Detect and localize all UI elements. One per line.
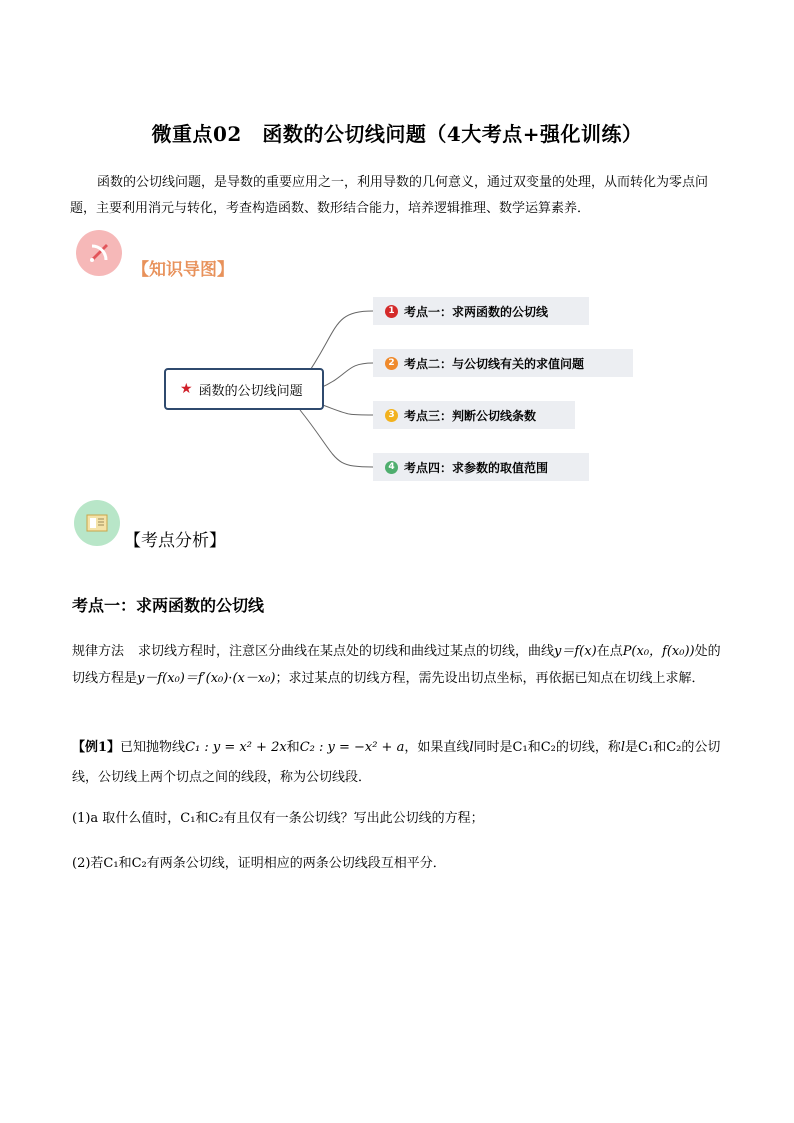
formula: C₂ : y = −x² + a: [299, 740, 405, 755]
mindmap-node-2: [373, 349, 633, 377]
example-text: ，如果直线: [404, 740, 470, 755]
method-tag: 规律方法: [72, 644, 125, 659]
mindmap-root-label: 函数的公切线问题: [198, 383, 303, 399]
mindmap-node-label: 考点四：求参数的取值范围: [404, 460, 549, 475]
example-text: 和: [286, 740, 300, 755]
mindmap-node-4: [373, 453, 589, 481]
formula: l: [620, 740, 626, 755]
formula: C₁ : y = x² + 2x: [185, 740, 287, 755]
mindmap-node-1: [373, 297, 589, 325]
page-title: 微重点02 函数的公切线问题（4大考点+强化训练）: [151, 122, 643, 146]
method-text: 求切线方程时，注意区分曲线在某点处的切线和曲线过某点的切线，曲线: [138, 644, 555, 659]
question-2: [72, 850, 724, 877]
node-number-badge: 3: [385, 409, 398, 422]
method-paragraph: [72, 638, 724, 692]
mindmap-node-label: 考点一：求两函数的公切线: [404, 304, 549, 319]
compass-ruler-icon: [76, 230, 122, 276]
method-text: 在点: [596, 644, 623, 659]
node-number-badge: 1: [385, 305, 398, 318]
example-label: 【例1】: [72, 740, 121, 755]
intro-paragraph: 函数的公切线问题，是导数的重要应用之一，利用导数的几何意义，通过双变量的处理，从而转化为零点问题，主要利用消元与转化，考查构造函数、数形结合能力，培养逻辑推理、数学运算素养．: [70, 175, 709, 216]
node-number-badge: 2: [385, 357, 398, 370]
formula: y＝f(x): [554, 644, 597, 659]
node-number-badge: 4: [385, 461, 398, 474]
question-text: a 取什么值时，C₁和C₂有且仅有一条公切线？写出此公切线的方程；: [90, 811, 484, 826]
example-text: 已知抛物线: [120, 740, 186, 755]
formula: y－f(x₀)＝f′(x₀)·(x－x₀): [137, 671, 276, 686]
document-icon: [74, 500, 120, 546]
question-number: (2): [72, 856, 91, 871]
example-text: 同时是C₁和C₂的切线，称: [473, 740, 621, 755]
mindmap-root: [164, 368, 324, 410]
question-1: [72, 805, 724, 832]
knowledge-map-heading: 【知识导图】: [132, 260, 234, 280]
method-text: ；求过某点的切线方程，需先设出切点坐标，再依据已知点在切线上求解．: [275, 671, 705, 686]
mindmap-node-3: [373, 401, 575, 429]
formula: l: [469, 740, 474, 755]
section1-title: 考点一：求两函数的公切线: [72, 596, 265, 615]
formula: P(x₀，f(x₀)): [622, 644, 695, 659]
star-icon: ★: [180, 381, 193, 397]
question-number: (1): [72, 811, 91, 826]
example-text: 是C₁和C₂的公切线，公切线上两个切点之间的线段，称为公切线段．: [72, 740, 721, 785]
example-paragraph: [72, 733, 724, 793]
mindmap-node-label: 考点二：与公切线有关的求值问题: [404, 356, 585, 371]
mindmap-node-label: 考点三：判断公切线条数: [404, 408, 537, 423]
analysis-heading: 【考点分析】: [124, 531, 226, 551]
method-text: 处的切线方程是: [72, 644, 721, 686]
question-text: 若C₁和C₂有两条公切线，证明相应的两条公切线段互相平分．: [90, 856, 446, 871]
